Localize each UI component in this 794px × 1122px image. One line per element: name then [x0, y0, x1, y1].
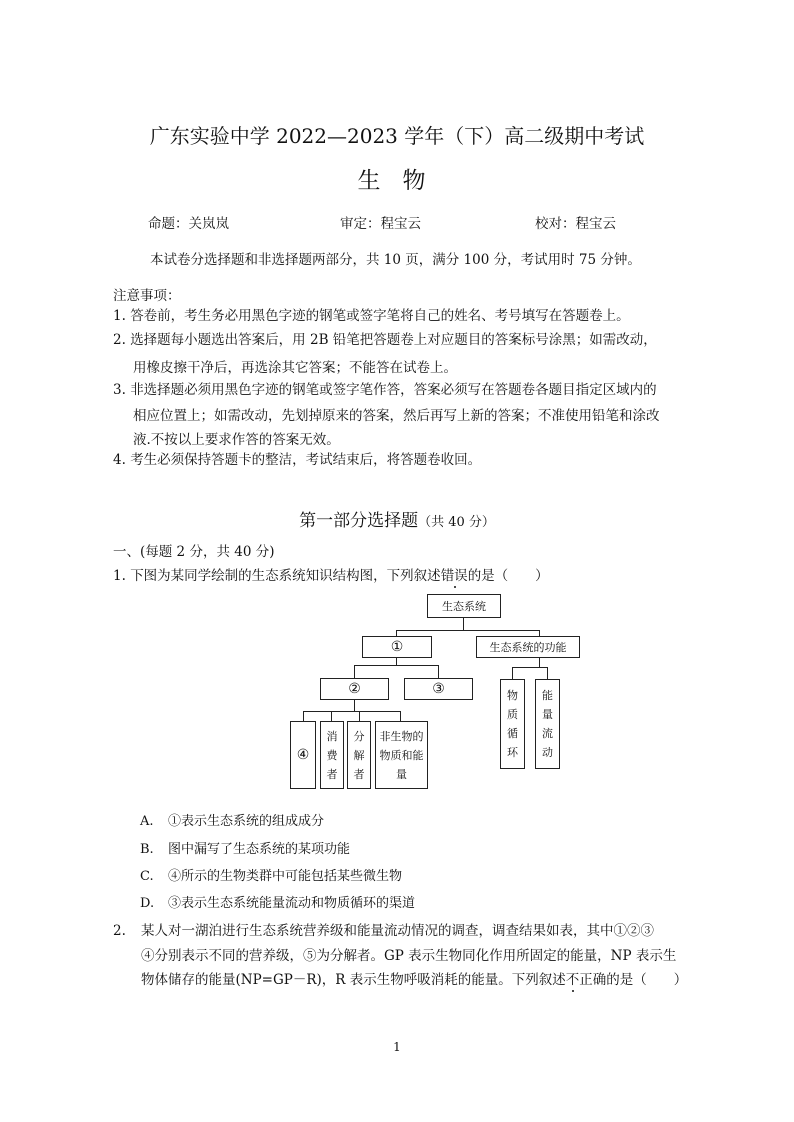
material-char: 循	[507, 727, 518, 740]
diagram-energy-flow-box	[535, 679, 560, 769]
decomposer-char: 解	[353, 748, 365, 762]
notice-item-number: 2.	[113, 332, 126, 348]
part-title-score: （共 40 分）	[418, 515, 495, 530]
option-text: ④所示的生物类群中可能包括某些微生物	[168, 869, 403, 884]
question-number: 1.	[113, 568, 126, 584]
notice-item-3-cont-2: 液.不按以上要求作答的答案无效。	[133, 432, 340, 448]
connector-line	[539, 657, 540, 667]
diagram-root-box: 生态系统	[427, 594, 501, 618]
stem-text: 下图为某同学绘制的生态系统知识结构图，下列叙述	[130, 568, 441, 584]
abiotic-line: 非生物的	[379, 729, 424, 743]
diagram-material-cycle-box	[500, 679, 525, 769]
notice-item-2-cont: 用橡皮擦干净后，再选涂其它答案；不能答在试卷上。	[133, 360, 457, 376]
abiotic-line: 物质和能	[379, 748, 424, 762]
notice-item-text: 非选择题必须用黑色字迹的钢笔或签字笔作答，答案必须写在答题卷各题目指定区域内的	[130, 382, 657, 398]
option-letter: B.	[140, 842, 154, 857]
connector-line	[303, 711, 304, 721]
q2-emphasis: 不	[565, 972, 580, 988]
connector-line	[512, 667, 548, 668]
connector-line	[512, 667, 513, 679]
question-2-line-2: ④分别表示不同的营养级，⑤为分解者。GP 表示生物同化作用所固定的能量，NP 表示生	[141, 948, 677, 964]
question-number: 2.	[113, 923, 126, 939]
connector-line	[303, 711, 401, 712]
diagram-node-1: ①	[362, 636, 432, 658]
part-title-text: 第一部分选择题	[299, 511, 419, 531]
diagram-consumer-box	[320, 721, 344, 789]
q2-text: 物体储存的能量(NP=GP－R)，R 表示生物呼吸消耗的能量。下列叙述	[141, 972, 566, 988]
consumer-char: 消	[326, 729, 338, 743]
abiotic-line: 量	[396, 767, 407, 781]
diagram-abiotic-box	[375, 721, 428, 789]
part-title	[0, 506, 794, 531]
option-letter: D.	[140, 896, 155, 911]
connector-line	[396, 657, 397, 665]
material-char: 质	[507, 708, 518, 721]
notice-item-text: 选择题每小题选出答案后，用 2B 铅笔把答题卷上对应题目的答案标号涂黑；如需改动，	[130, 332, 657, 348]
notice-item-3	[113, 378, 657, 403]
notice-title: 注意事项：	[113, 288, 181, 304]
question-2-line-1	[113, 919, 654, 939]
connector-line	[354, 665, 439, 666]
connector-line	[438, 665, 439, 678]
connector-line	[463, 617, 464, 630]
option-text: ③表示生态系统能量流动和物质循环的渠道	[168, 896, 416, 911]
exam-title: 广东实验中学 2022—2023 学年（下）高二级期中考试	[149, 124, 645, 148]
option-c[interactable]	[140, 865, 402, 884]
option-a[interactable]	[140, 810, 324, 829]
diagram-node-2: ②	[320, 678, 389, 700]
notice-item-number: 4.	[113, 452, 126, 468]
consumer-char: 费	[326, 748, 338, 762]
question-2-line-3	[141, 968, 687, 988]
connector-line	[331, 711, 332, 721]
section-heading: 一、(每题 2 分，共 40 分)	[113, 544, 275, 560]
connector-line	[354, 665, 355, 678]
diagram-node-4: ④	[290, 721, 316, 789]
decomposer-char: 者	[353, 767, 365, 781]
connector-line	[547, 667, 548, 679]
credit-author: 命题：关岚岚	[148, 216, 229, 232]
diagram-function-box: 生态系统的功能	[476, 636, 580, 658]
option-d[interactable]	[140, 892, 415, 911]
notice-item-number: 1.	[113, 308, 126, 324]
question-1-stem	[113, 564, 549, 584]
connector-line	[354, 699, 355, 711]
connector-line	[400, 711, 401, 721]
notice-item-4	[113, 448, 481, 473]
connector-line	[359, 711, 360, 721]
material-char: 环	[507, 746, 518, 759]
stem-emphasis: 错误	[440, 568, 468, 584]
diagram-node-3: ③	[404, 678, 473, 700]
connector-line	[396, 630, 540, 631]
page-number: 1	[393, 1040, 401, 1054]
notice-item-2	[113, 328, 657, 353]
notice-item-1	[113, 304, 630, 329]
q2-text: 某人对一湖泊进行生态系统营养级和能量流动情况的调查，调查结果如表，其中①②③	[141, 923, 654, 939]
credit-reviewer: 审定：程宝云	[340, 216, 421, 232]
option-b[interactable]	[140, 838, 350, 857]
energy-char: 量	[542, 708, 553, 721]
notice-item-text: 答卷前，考生务必用黑色字迹的钢笔或签字笔将自己的姓名、考号填写在答题卷上。	[130, 308, 630, 324]
consumer-char: 者	[326, 767, 338, 781]
exam-intro: 本试卷分选择题和非选择题两部分，共 10 页，满分 100 分，考试用时 75 分钟。	[150, 252, 641, 268]
energy-char: 动	[542, 746, 553, 759]
notice-item-3-cont-1: 相应位置上；如需改动，先划掉原来的答案，然后再写上新的答案；不准使用铅笔和涂改	[133, 408, 660, 424]
subject-title: 生物	[357, 168, 448, 194]
option-text: 图中漏写了生态系统的某项功能	[168, 842, 351, 857]
stem-text-end: 的是（ ）	[467, 568, 549, 584]
option-letter: A.	[140, 814, 154, 829]
diagram-decomposer-box	[347, 721, 371, 789]
q2-text-end: 正确的是（ ）	[579, 972, 688, 988]
notice-item-number: 3.	[113, 382, 126, 398]
option-letter: C.	[140, 869, 154, 884]
material-char: 物	[507, 689, 518, 702]
decomposer-char: 分	[353, 729, 365, 743]
energy-char: 流	[542, 727, 553, 740]
energy-char: 能	[542, 689, 553, 702]
credit-proofreader: 校对：程宝云	[535, 216, 616, 232]
notice-item-text: 考生必须保持答题卡的整洁，考试结束后，将答题卷收回。	[130, 452, 482, 468]
option-text: ①表示生态系统的组成成分	[168, 814, 325, 829]
